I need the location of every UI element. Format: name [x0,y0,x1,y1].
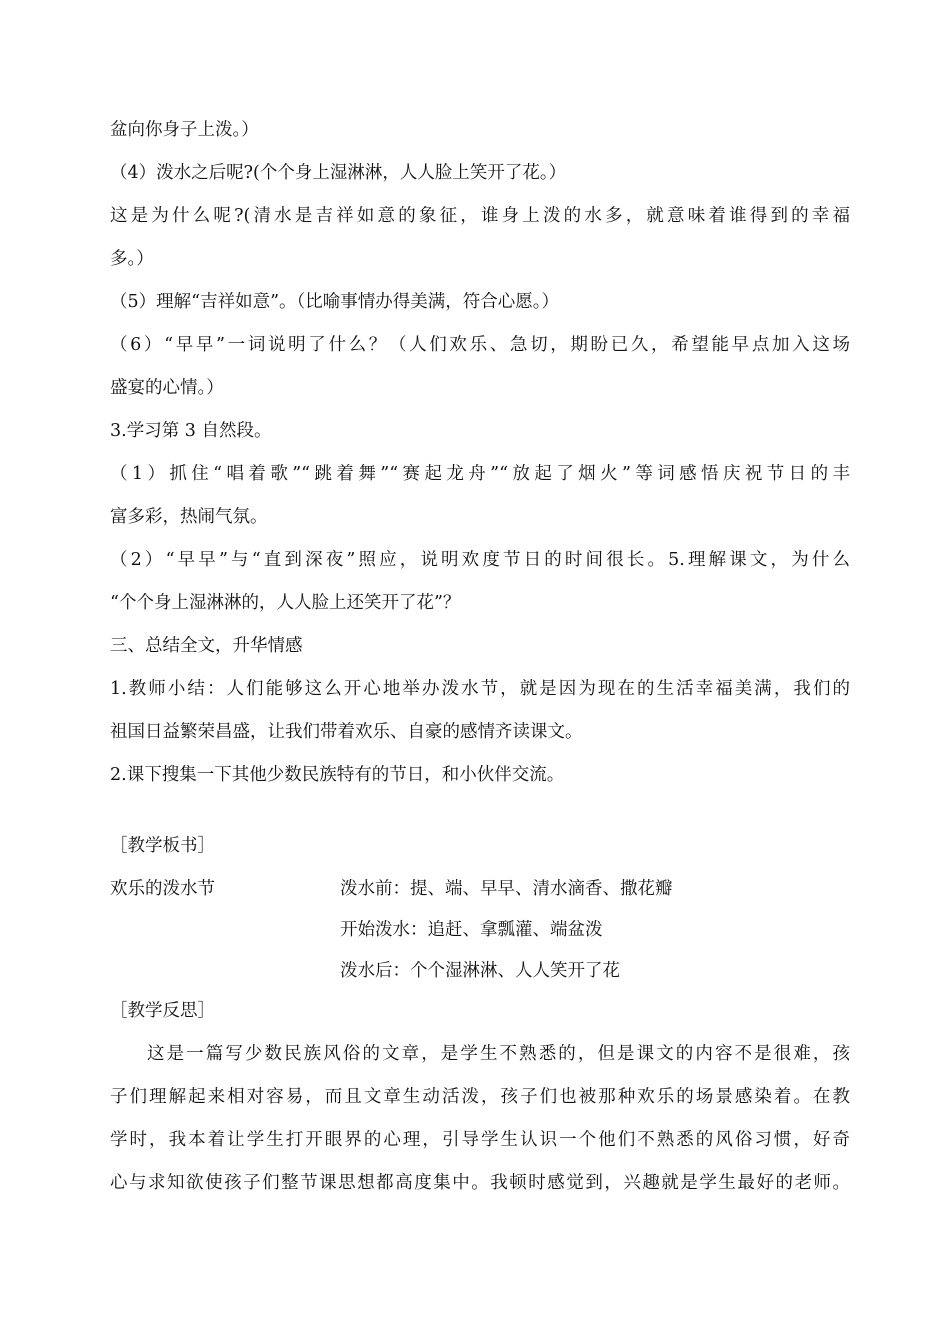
board-row: 泼水后：个个湿淋淋、人人笑开了花 [340,961,620,981]
text-line: 2.课下搜集一下其他少数民族特有的节日，和小伙伴交流。 [110,765,565,785]
board-row: 泼水前：提、端、早早、清水滴香、撒花瓣 [340,879,673,899]
text-line: （6）“早早”一词说明了什么？（人们欢乐、急切，期盼已久，希望能早点加入这场 [110,335,850,355]
text-line: 盛宴的心情。） [110,378,224,398]
text-line: 这是为什么呢?(清水是吉祥如意的象征，谁身上泼的水多，就意味着谁得到的幸福 [110,206,850,226]
reflection-line: 子们理解起来相对容易，而且文章生动活泼，孩子们也被那种欢乐的场景感染着。在教 [110,1087,850,1107]
text-line: 多。） [110,249,154,269]
reflection-heading: ［教学反思］ [110,1001,215,1021]
board-row: 开始泼水：追赶、拿瓢灌、端盆泼 [340,920,603,940]
text-line: 盆向你身子上泼。） [110,120,259,140]
section-heading: 3.学习第 3 自然段。 [110,421,272,441]
text-line: “个个身上湿淋淋的，人人脸上还笑开了花”？ [110,593,461,613]
text-line: 祖国日益繁荣昌盛，让我们带着欢乐、自豪的感情齐读课文。 [110,722,583,742]
text-line: 1.教师小结：人们能够这么开心地举办泼水节，就是因为现在的生活幸福美满，我们的 [110,679,850,699]
section-heading: 三、总结全文，升华情感 [110,636,303,656]
text-line: （2）“早早”与“直到深夜”照应，说明欢度节日的时间很长。5.理解课文，为什么 [110,550,850,570]
reflection-line: 这是一篇写少数民族风俗的文章，是学生不熟悉的，但是课文的内容不是很难，孩 [147,1044,850,1064]
text-line: （4）泼水之后呢?(个个身上湿淋淋，人人脸上笑开了花。） [110,163,567,183]
text-line: 富多彩，热闹气氛。 [110,507,268,527]
text-line: （1）抓住“唱着歌”“跳着舞”“赛起龙舟”“放起了烟火”等词感悟庆祝节日的丰 [110,464,850,484]
text-line: （5）理解“吉祥如意”。（比喻事情办得美满，符合心愿。） [110,292,560,312]
board-title: 欢乐的泼水节 [110,879,215,899]
reflection-line: 心与求知欲使孩子们整节课思想都高度集中。我顿时感觉到，兴趣就是学生最好的老师。 [110,1173,850,1193]
reflection-line: 学时，我本着让学生打开眼界的心理，引导学生认识一个他们不熟悉的风俗习惯，好奇 [110,1130,850,1150]
board-heading: ［教学板书］ [110,836,215,856]
